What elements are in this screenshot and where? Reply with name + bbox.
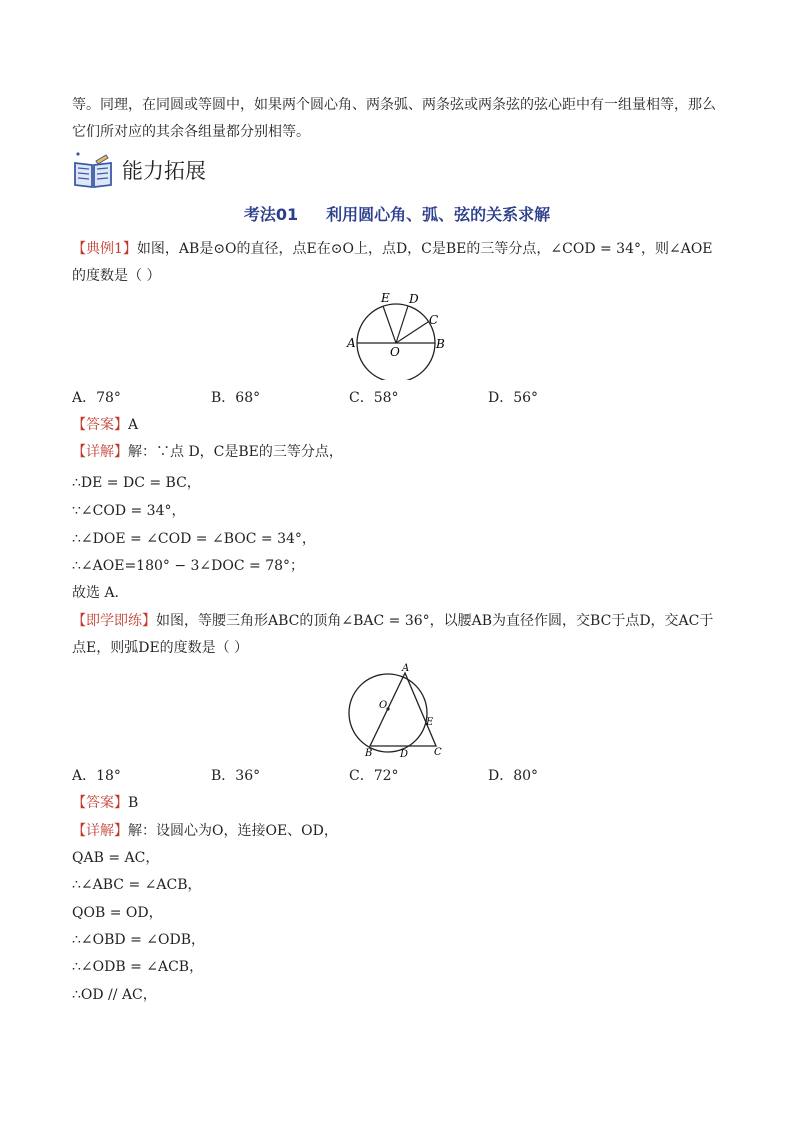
example1-detail-line-1 bbox=[72, 442, 343, 462]
radius-oc bbox=[396, 322, 428, 343]
practice-option-c: C．72° bbox=[349, 768, 399, 784]
example1-detail-tag: 【详解】 bbox=[72, 444, 128, 460]
example1-option-b: B．68° bbox=[211, 390, 261, 406]
label-o: O bbox=[390, 345, 400, 359]
example1-option-d: D．56° bbox=[488, 390, 539, 406]
practice-answer bbox=[72, 793, 138, 813]
label-a: A bbox=[402, 663, 410, 674]
method-title: 利用圆心角、弧、弦的关系求解 bbox=[326, 205, 551, 224]
example1-answer bbox=[72, 415, 138, 435]
practice-step-2: QAB = AC， bbox=[72, 850, 160, 866]
example1-question-line-1 bbox=[72, 239, 713, 259]
example1-option-c: C．58° bbox=[349, 390, 399, 406]
practice-step-1: 解：设圆心为O，连接OE、OD， bbox=[128, 823, 338, 839]
practice-step-7: ∴OD // AC， bbox=[72, 987, 157, 1003]
practice-question-line-2: 点E，则弧DE的度数是（ ） bbox=[72, 640, 249, 656]
practice-question-text: 如图，等腰三角形ABC的顶角∠BAC = 36°，以腰AB为直径作圆，交BC于点D，交AC于 bbox=[156, 613, 714, 629]
label-b: B bbox=[436, 337, 445, 351]
practice-option-a: A．18° bbox=[72, 768, 121, 784]
practice-option-d: D．80° bbox=[488, 768, 539, 784]
label-d: D bbox=[400, 749, 409, 760]
example1-answer-tag: 【答案】 bbox=[72, 417, 128, 433]
label-d: D bbox=[409, 292, 419, 306]
practice-step-3: ∴∠ABC = ∠ACB， bbox=[72, 877, 202, 893]
practice-detail-tag: 【详解】 bbox=[72, 823, 128, 839]
example1-question-line-2: 的度数是（ ） bbox=[72, 268, 161, 284]
label-o: O bbox=[379, 700, 388, 711]
practice-detail-line-1 bbox=[72, 821, 338, 841]
label-e: E bbox=[426, 717, 434, 728]
practice-step-6: ∴∠ODB = ∠ACB， bbox=[72, 959, 204, 975]
label-b: B bbox=[365, 748, 373, 759]
method-heading bbox=[0, 202, 794, 225]
example1-tag: 【典例1】 bbox=[72, 241, 137, 257]
example1-step-4: ∴∠DOE = ∠COD = ∠BOC = 34°， bbox=[72, 531, 316, 547]
example1-step-5: ∴∠AOE=180° − 3∠DOC = 78°； bbox=[72, 558, 305, 574]
intro-line-2: 它们所对应的其余各组量都分别相等。 bbox=[72, 124, 310, 140]
practice-answer-tag: 【答案】 bbox=[72, 795, 128, 811]
section-title: 能力拓展 bbox=[122, 159, 206, 183]
label-c: C bbox=[434, 747, 442, 758]
example1-answer-value: A bbox=[128, 417, 139, 433]
label-a: A bbox=[347, 336, 356, 350]
practice-option-b: B．36° bbox=[211, 768, 261, 784]
example1-step-6: 故选 A． bbox=[72, 585, 129, 601]
example1-step-1: 解：∵点 D，C是BE的三等分点， bbox=[128, 444, 343, 460]
example1-option-a: A．78° bbox=[72, 390, 121, 406]
label-e: E bbox=[381, 291, 390, 305]
practice-step-5: ∴∠OBD = ∠ODB， bbox=[72, 932, 205, 948]
radius-od bbox=[396, 306, 408, 343]
section-header bbox=[72, 150, 206, 190]
practice-question-line-1 bbox=[72, 611, 713, 631]
practice-answer-value: B bbox=[128, 795, 139, 811]
practice-step-4: QOB = OD， bbox=[72, 905, 163, 921]
example1-step-2: ∴DE = DC = BC， bbox=[72, 475, 201, 491]
radius-oe bbox=[383, 306, 396, 343]
practice-figure bbox=[340, 660, 450, 765]
circle-ab bbox=[349, 674, 427, 752]
open-book-icon bbox=[72, 151, 114, 189]
example1-figure bbox=[340, 290, 460, 380]
label-c: C bbox=[429, 313, 439, 327]
example1-step-3: ∵∠COD = 34°， bbox=[72, 503, 186, 519]
intro-line-1: 等。同理，在同圆或等圆中，如果两个圆心角、两条弧、两条弦或两条弦的弦心距中有一组量相等，那么 bbox=[72, 97, 716, 113]
practice-tag: 【即学即练】 bbox=[72, 613, 156, 629]
example1-question-text: 如图，AB是⊙O的直径，点E在⊙O上，点D，C是BE的三等分点，∠COD = 34°，则∠AOE bbox=[136, 241, 713, 257]
method-number: 考法01 bbox=[243, 205, 299, 224]
